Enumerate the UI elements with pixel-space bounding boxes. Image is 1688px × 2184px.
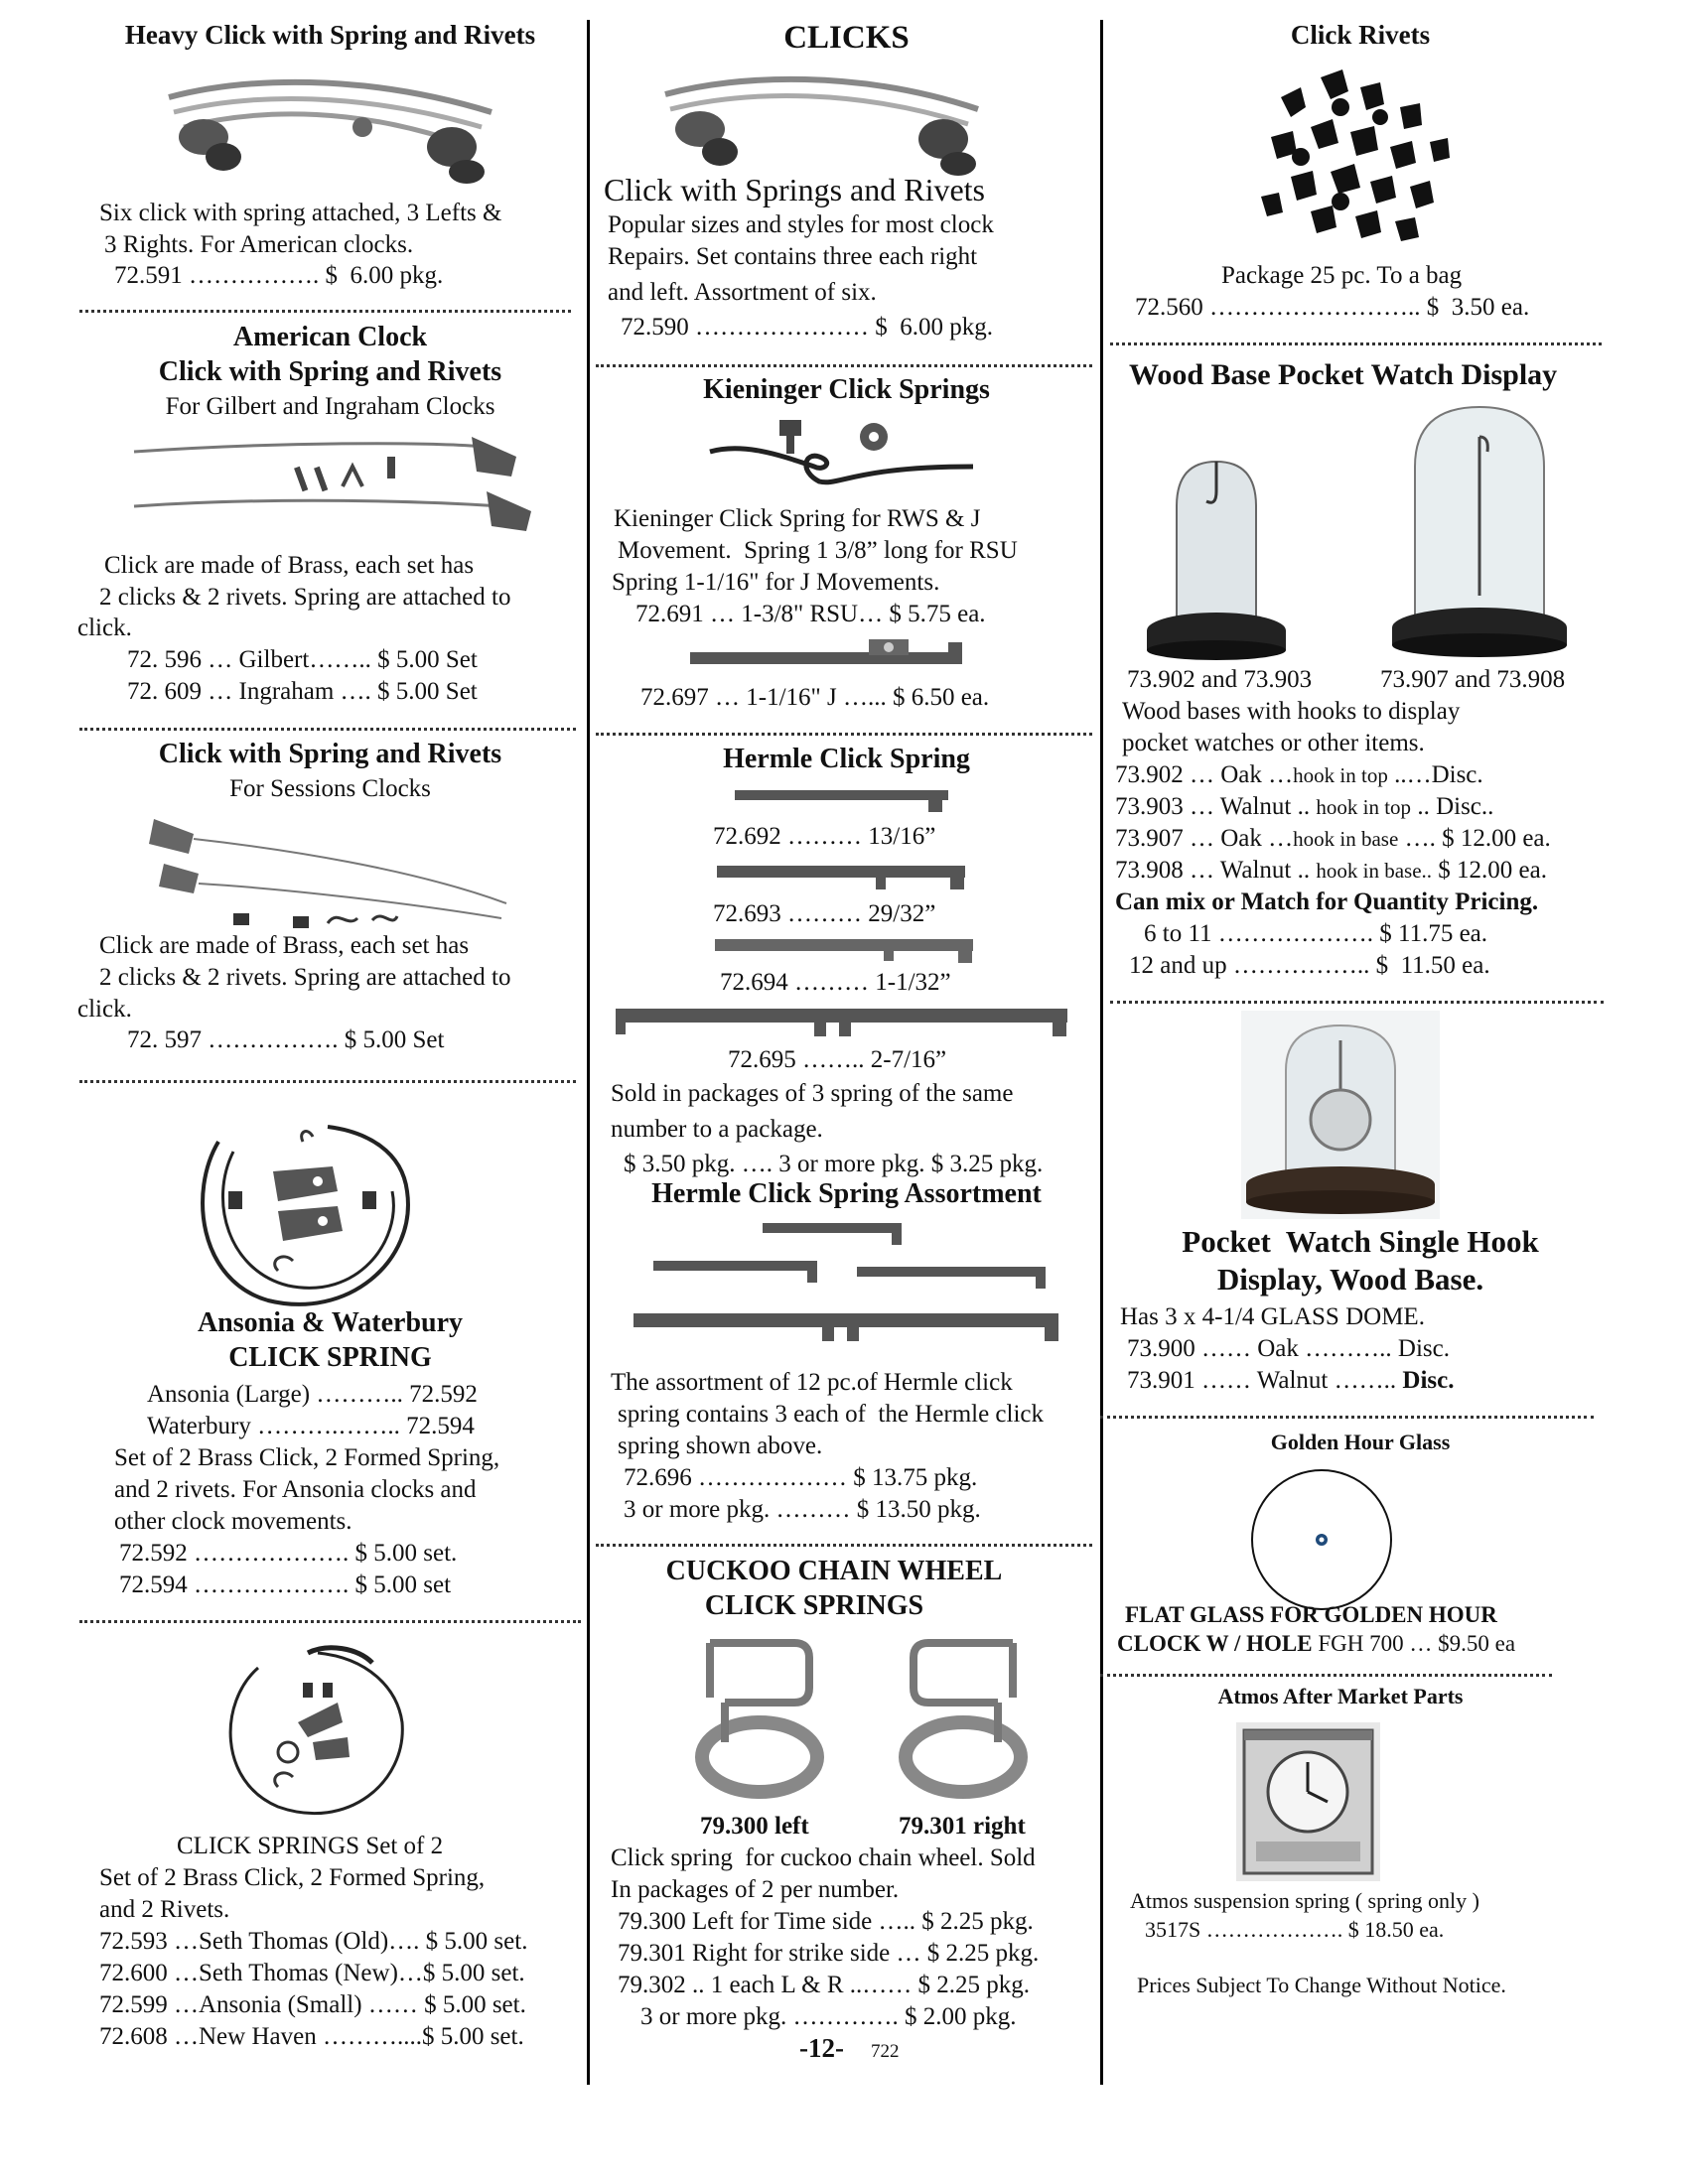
- wood-base-caption-2: 73.907 and 73.908: [1380, 666, 1566, 693]
- hermle-item-2: 72.693 ……… 29/32”: [713, 900, 936, 927]
- golden-hour-line-1: FLAT GLASS FOR GOLDEN HOUR: [1125, 1602, 1497, 1627]
- american-title-1: American Clock: [232, 322, 428, 352]
- ansonia-title-1: Ansonia & Waterbury: [197, 1307, 464, 1338]
- sessions-desc-3: click.: [77, 996, 132, 1023]
- wood-base-title: Wood Base Pocket Watch Display: [1129, 358, 1558, 391]
- wood-base-caption-1: 73.902 and 73.903: [1127, 666, 1313, 693]
- cuckoo-right-spring-image: [894, 1628, 1028, 1802]
- page-code: 722: [871, 2041, 900, 2062]
- atmos-desc: Atmos suspension spring ( spring only ): [1130, 1888, 1479, 1913]
- clicks-image: [660, 65, 988, 179]
- hermle-price: $ 3.50 pkg. …. 3 or more pkg. $ 3.25 pkg.: [624, 1151, 1044, 1177]
- cuckoo-item-4: 3 or more pkg. …………. $ 2.00 pkg.: [640, 2003, 1017, 2030]
- hermle-assortment-desc-3: spring shown above.: [618, 1433, 823, 1459]
- cuckoo-item-2: 79.301 Right for strike side … $ 2.25 pkg.: [618, 1940, 1040, 1967]
- golden-hour-title: Golden Hour Glass: [1270, 1430, 1451, 1454]
- wood-base-item-73908: 73.908 … Walnut .. hook in base.. $ 12.00 ea.: [1115, 857, 1547, 884]
- heavy-click-image: [164, 68, 501, 192]
- click-springs-item-3: 72.599 …Ansonia (Small) …… $ 5.00 set.: [99, 1991, 526, 2018]
- click-springs-item-4: 72.608 …New Haven ………....$ 5.00 set.: [99, 2023, 524, 2050]
- click-springs-desc-2: and 2 Rivets.: [99, 1896, 230, 1923]
- heavy-click-desc-2: 3 Rights. For American clocks.: [104, 231, 414, 258]
- kieninger-title: Kieninger Click Springs: [703, 374, 990, 405]
- ansonia-line-1: Ansonia (Large) ……….. 72.592: [147, 1381, 478, 1408]
- separator: [1110, 1001, 1604, 1004]
- cuckoo-title-1: CUCKOO CHAIN WHEEL: [665, 1556, 1003, 1586]
- hermle-item-1: 72.692 ……… 13/16”: [713, 823, 936, 850]
- american-desc-3: click.: [77, 614, 132, 641]
- sessions-item: 72. 597 ……………. $ 5.00 Set: [127, 1026, 445, 1053]
- cuckoo-desc-1: Click spring for cuckoo chain wheel. Sold: [611, 1844, 1036, 1871]
- atmos-clock-image: [1236, 1722, 1380, 1881]
- cuckoo-item-1: 79.300 Left for Time side ….. $ 2.25 pkg.: [618, 1908, 1034, 1935]
- clicks-heading: CLICKS: [783, 20, 910, 56]
- single-hook-title-2: Display, Wood Base.: [1216, 1262, 1484, 1297]
- single-hook-display-image: [1241, 1011, 1440, 1219]
- sessions-desc-2: 2 clicks & 2 rivets. Spring are attached to: [99, 964, 511, 991]
- wood-base-desc-1: Wood bases with hooks to display: [1122, 698, 1461, 725]
- separator: [1100, 1674, 1552, 1677]
- ansonia-title-2: CLICK SPRING: [228, 1342, 432, 1373]
- separator: [79, 1620, 581, 1623]
- wood-base-item-73903: 73.903 … Walnut .. hook in top .. Disc..: [1115, 793, 1494, 820]
- american-click-image: [129, 427, 541, 541]
- sessions-subtitle: For Sessions Clocks: [229, 775, 431, 802]
- rivets-title: Click Rivets: [1290, 20, 1431, 50]
- click-springs-desc-1: Set of 2 Brass Click, 2 Formed Spring,: [99, 1864, 486, 1891]
- american-item-gilbert: 72. 596 … Gilbert…….. $ 5.00 Set: [127, 646, 478, 673]
- hermle-spring-1-1-32-image: [715, 935, 978, 967]
- column-divider-right: [1100, 20, 1103, 2085]
- ansonia-line-2: Waterbury ……….…….. 72.594: [147, 1413, 475, 1439]
- click-springs-item-1: 72.593 …Seth Thomas (Old)…. $ 5.00 set.: [99, 1928, 528, 1955]
- ansonia-item-1: 72.592 ………………. $ 5.00 set.: [119, 1540, 458, 1567]
- separator: [1100, 1416, 1594, 1419]
- ansonia-desc-1: Set of 2 Brass Click, 2 Formed Spring,: [114, 1444, 500, 1471]
- cuckoo-item-3: 79.302 .. 1 each L & R ..…… $ 2.25 pkg.: [618, 1972, 1031, 1998]
- cuckoo-right-label: 79.301 right: [899, 1813, 1026, 1840]
- sessions-title: Click with Spring and Rivets: [158, 739, 502, 769]
- clicks-desc-3: and left. Assortment of six.: [608, 279, 877, 306]
- hermle-assortment-item-1: 72.696 ……………… $ 13.75 pkg.: [624, 1464, 978, 1491]
- kieninger-desc-1: Kieninger Click Spring for RWS & J: [614, 505, 981, 532]
- sessions-click-image: [134, 809, 511, 938]
- hermle-spring-2-7-16-image: [616, 1003, 1072, 1042]
- heavy-click-title: Heavy Click with Spring and Rivets: [124, 20, 536, 50]
- golden-hour-glass-image: [1249, 1467, 1394, 1612]
- wood-base-item-73907: 73.907 … Oak …hook in base …. $ 12.00 ea.: [1115, 825, 1551, 852]
- ansonia-desc-2: and 2 rivets. For Ansonia clocks and: [114, 1476, 477, 1503]
- click-springs-image: [209, 1643, 427, 1827]
- american-title-2: Click with Spring and Rivets: [158, 356, 502, 387]
- hermle-item-4: 72.695 …….. 2-7/16”: [728, 1046, 947, 1073]
- hermle-desc-1: Sold in packages of 3 spring of the same: [611, 1080, 1014, 1107]
- kieninger-desc-2: Movement. Spring 1 3/8” long for RSU: [618, 537, 1018, 564]
- american-item-ingraham: 72. 609 … Ingraham …. $ 5.00 Set: [127, 678, 478, 705]
- kieninger-item-2: 72.697 … 1-1/16" J …... $ 6.50 ea.: [640, 684, 990, 711]
- cuckoo-desc-2: In packages of 2 per number.: [611, 1876, 900, 1903]
- hermle-desc-2: number to a package.: [611, 1116, 823, 1143]
- hermle-title: Hermle Click Spring: [723, 744, 970, 774]
- wood-base-qty-1: 6 to 11 ………………. $ 11.75 ea.: [1144, 920, 1488, 947]
- clicks-desc-1: Popular sizes and styles for most clock: [608, 211, 994, 238]
- sessions-desc-1: Click are made of Brass, each set has: [99, 932, 470, 959]
- cuckoo-left-spring-image: [695, 1628, 829, 1802]
- rivets-price: 72.560 …………………….. $ 3.50 ea.: [1135, 294, 1530, 321]
- wood-base-qty-2: 12 and up …………….. $ 11.50 ea.: [1129, 952, 1490, 979]
- cuckoo-title-2: CLICK SPRINGS: [704, 1590, 924, 1621]
- ansonia-desc-3: other clock movements.: [114, 1508, 352, 1535]
- separator: [79, 310, 571, 313]
- clicks-price: 72.590 ………………… $ 6.00 pkg.: [621, 314, 993, 341]
- ansonia-click-image: [189, 1112, 427, 1310]
- hermle-assortment-title: Hermle Click Spring Assortment: [651, 1178, 1042, 1209]
- hermle-item-3: 72.694 ……… 1-1/32”: [720, 969, 951, 996]
- atmos-title: Atmos After Market Parts: [1217, 1684, 1464, 1708]
- cuckoo-left-label: 79.300 left: [700, 1813, 809, 1840]
- american-desc-1: Click are made of Brass, each set has: [104, 552, 475, 579]
- kieninger-item-1: 72.691 … 1-3/8" RSU… $ 5.75 ea.: [635, 601, 986, 627]
- rivets-desc: Package 25 pc. To a bag: [1221, 262, 1463, 289]
- click-springs-item-2: 72.600 …Seth Thomas (New)…$ 5.00 set.: [99, 1960, 525, 1986]
- rivets-image: [1241, 58, 1460, 256]
- separator: [1110, 342, 1602, 345]
- column-divider-left: [587, 20, 590, 2085]
- single-hook-item-73901: 73.901 …… Walnut …….. Disc.: [1127, 1367, 1455, 1394]
- price-notice: Prices Subject To Change Without Notice.: [1137, 1973, 1506, 1997]
- hermle-spring-13-16-image: [735, 786, 953, 814]
- hermle-spring-29-32-image: [717, 862, 973, 893]
- kieninger-desc-3: Spring 1-1/16" for J Movements.: [612, 569, 940, 596]
- dome-hook-top-image: [1142, 447, 1291, 660]
- separator: [596, 1544, 1092, 1547]
- atmos-item: 3517S ………………. $ 18.50 ea.: [1145, 1917, 1445, 1942]
- hermle-assortment-item-2: 3 or more pkg. ……… $ 13.50 pkg.: [624, 1496, 981, 1523]
- hermle-assortment-image: [633, 1219, 1062, 1353]
- click-springs-title: CLICK SPRINGS Set of 2: [177, 1833, 444, 1859]
- clicks-title: Click with Springs and Rivets: [604, 172, 985, 207]
- single-hook-title-1: Pocket Watch Single Hook: [1182, 1224, 1539, 1259]
- wood-base-item-73902: 73.902 … Oak …hook in top ..…Disc.: [1115, 761, 1483, 788]
- clicks-desc-2: Repairs. Set contains three each right: [608, 243, 978, 270]
- hermle-assortment-desc-2: spring contains 3 each of the Hermle click: [618, 1401, 1045, 1428]
- american-subtitle: For Gilbert and Ingraham Clocks: [165, 393, 495, 420]
- page-number: -12-: [799, 2033, 844, 2063]
- american-desc-2: 2 clicks & 2 rivets. Spring are attached to: [99, 584, 511, 611]
- dome-hook-base-image: [1390, 397, 1569, 660]
- single-hook-desc: Has 3 x 4-1/4 GLASS DOME.: [1120, 1303, 1425, 1330]
- heavy-click-desc-1: Six click with spring attached, 3 Lefts &: [99, 200, 502, 226]
- separator: [596, 364, 1092, 367]
- wood-base-desc-2: pocket watches or other items.: [1122, 730, 1425, 756]
- wood-base-mix-note: Can mix or Match for Quantity Pricing.: [1115, 888, 1539, 915]
- single-hook-item-73900: 73.900 …… Oak ……….. Disc.: [1127, 1335, 1450, 1362]
- ansonia-item-2: 72.594 ………………. $ 5.00 set: [119, 1571, 452, 1598]
- separator: [79, 1080, 576, 1083]
- kieninger-j-spring-image: [690, 637, 973, 675]
- hermle-assortment-desc-1: The assortment of 12 pc.of Hermle click: [611, 1369, 1013, 1396]
- separator: [596, 733, 1092, 736]
- separator: [79, 728, 576, 731]
- kieninger-spring-image: [705, 412, 983, 501]
- heavy-click-price: 72.591 ……………. $ 6.00 pkg.: [114, 262, 444, 289]
- golden-hour-line-2: CLOCK W / HOLE FGH 700 … $9.50 ea: [1117, 1631, 1516, 1656]
